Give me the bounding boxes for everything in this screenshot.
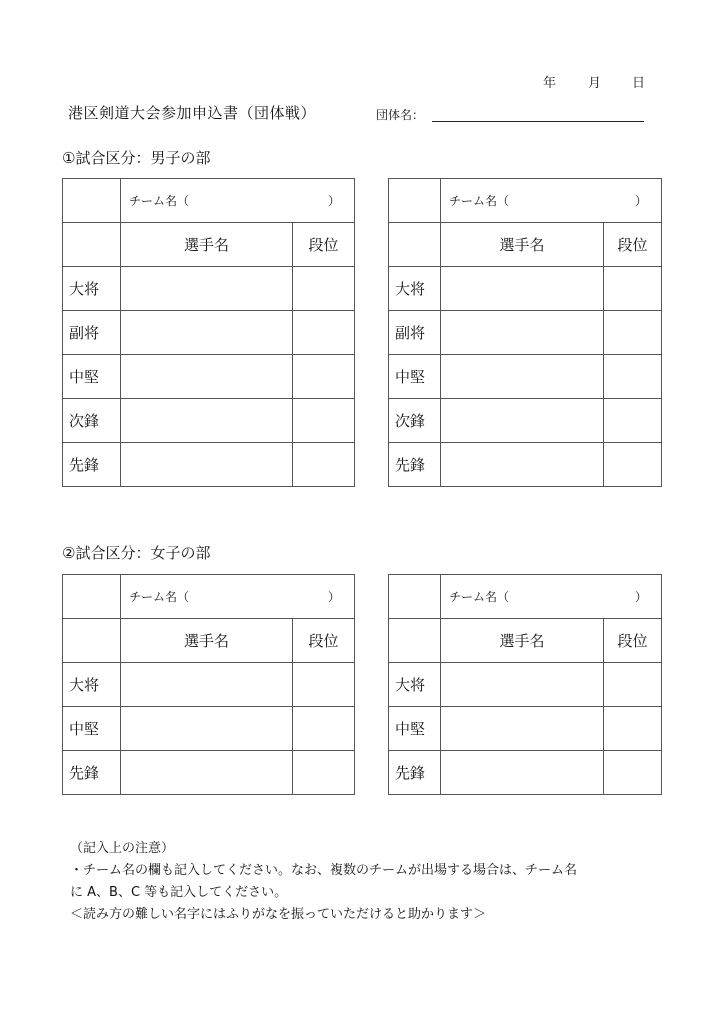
section-title-men: ①試合区分：男子の部 [62,149,211,167]
table-row [389,355,662,399]
team-table-men-1 [62,178,355,487]
section-title-women: ②試合区分：女子の部 [62,544,211,562]
rank-cell[interactable] [604,707,662,751]
player-name-cell[interactable] [121,751,293,795]
position-label: 中堅 [63,355,121,399]
team-name-label: チーム名（ [449,590,510,604]
rank-cell[interactable] [293,707,355,751]
position-label: 副将 [63,311,121,355]
position-label: 大将 [63,663,121,707]
player-name-cell[interactable] [121,663,293,707]
rank-cell[interactable] [293,443,355,487]
player-name-cell[interactable] [441,399,604,443]
position-label: 大将 [389,267,441,311]
team-name-label: チーム名（ [129,194,190,208]
notes-heading: （記入上の注意） [70,841,175,856]
header-row [63,619,355,663]
table-row [389,399,662,443]
player-name-cell[interactable] [441,355,604,399]
team-table-women-1 [62,574,355,795]
position-label: 先鋒 [389,443,441,487]
table-row [63,707,355,751]
position-label: 次鋒 [63,399,121,443]
team-name-close: ） [634,590,647,604]
team-table-men-2 [388,178,662,487]
team-name-label: チーム名（ [129,590,190,604]
rank-cell[interactable] [604,267,662,311]
notes-line-2: に A、B、C 等も記入してください。 [70,885,288,900]
table-row [63,751,355,795]
table-row [63,355,355,399]
blank-cell [63,575,121,619]
rank-cell[interactable] [604,751,662,795]
position-label: 中堅 [63,707,121,751]
notes-line-1: ・チーム名の欄も記入してください。なお、複数のチームが出場する場合は、チーム名 [70,863,578,878]
team-name-row [389,575,662,619]
blank-cell [63,179,121,223]
notes-block [70,838,577,926]
player-name-cell[interactable] [441,707,604,751]
team-table-women-2 [388,574,662,795]
rank-cell[interactable] [293,751,355,795]
team-name-row [389,179,662,223]
player-name-header: 選手名 [121,619,293,663]
rank-header: 段位 [293,223,355,267]
player-name-cell[interactable] [121,267,293,311]
blank-cell [389,575,441,619]
player-name-header: 選手名 [441,223,604,267]
team-name-label: チーム名（ [449,194,510,208]
team-name-field[interactable] [121,179,355,223]
player-name-cell[interactable] [441,311,604,355]
player-name-cell[interactable] [121,707,293,751]
table-row [63,267,355,311]
table-row [389,663,662,707]
org-name-field[interactable] [432,106,644,122]
table-row [389,443,662,487]
table-row [63,443,355,487]
rank-header: 段位 [293,619,355,663]
position-label: 次鋒 [389,399,441,443]
rank-cell[interactable] [604,663,662,707]
rank-cell[interactable] [293,663,355,707]
player-name-cell[interactable] [441,267,604,311]
date-year-label: 年 [543,76,557,91]
player-name-cell[interactable] [121,311,293,355]
table-row [389,311,662,355]
rank-cell[interactable] [293,355,355,399]
header-row [389,223,662,267]
org-name-label: 団体名： [376,108,425,122]
player-name-cell[interactable] [441,443,604,487]
rank-cell[interactable] [293,267,355,311]
blank-cell [63,223,121,267]
rank-cell[interactable] [293,311,355,355]
player-name-cell[interactable] [121,355,293,399]
position-label: 先鋒 [63,443,121,487]
position-label: 大将 [389,663,441,707]
table-row [63,399,355,443]
player-name-header: 選手名 [441,619,604,663]
player-name-cell[interactable] [121,399,293,443]
team-name-row [63,575,355,619]
position-label: 副将 [389,311,441,355]
team-name-field[interactable] [121,575,355,619]
header-row [389,619,662,663]
position-label: 中堅 [389,707,441,751]
table-row [389,707,662,751]
player-name-cell[interactable] [441,751,604,795]
header-row [63,223,355,267]
player-name-header: 選手名 [121,223,293,267]
rank-cell[interactable] [604,443,662,487]
rank-cell[interactable] [293,399,355,443]
team-name-row [63,179,355,223]
rank-cell[interactable] [604,399,662,443]
date-month-label: 月 [588,76,602,91]
team-name-field[interactable] [441,179,662,223]
table-row [389,751,662,795]
position-label: 大将 [63,267,121,311]
rank-header: 段位 [604,619,662,663]
position-label: 先鋒 [63,751,121,795]
team-name-close: ） [327,194,340,208]
blank-cell [389,223,441,267]
rank-header: 段位 [604,223,662,267]
rank-cell[interactable] [604,355,662,399]
player-name-cell[interactable] [441,663,604,707]
team-name-field[interactable] [441,575,662,619]
date-day-label: 日 [632,76,646,91]
position-label: 先鋒 [389,751,441,795]
table-row [389,267,662,311]
player-name-cell[interactable] [121,443,293,487]
table-row [63,663,355,707]
notes-line-3: ＜読み方の難しい名字にはふりがなを振っていただけると助かります＞ [70,907,487,922]
page-title: 港区剣道大会参加申込書（団体戦） [68,104,317,122]
position-label: 中堅 [389,355,441,399]
team-name-close: ） [634,194,647,208]
rank-cell[interactable] [604,311,662,355]
blank-cell [389,179,441,223]
table-row [63,311,355,355]
blank-cell [389,619,441,663]
blank-cell [63,619,121,663]
team-name-close: ） [327,590,340,604]
